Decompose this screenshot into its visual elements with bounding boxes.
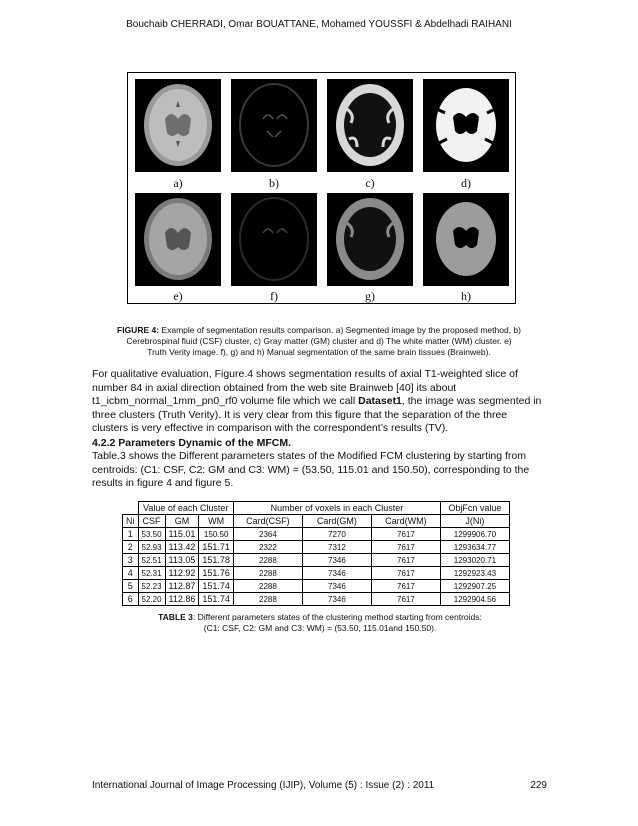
cell-card-csf: 2288 — [233, 554, 302, 567]
table-row — [123, 580, 510, 593]
col-header-card-wm: Card(WM) — [371, 515, 440, 528]
group-header-objfcn: ObjFcn value — [440, 502, 509, 515]
cell-wm: 151.78 — [199, 554, 234, 567]
cell-card-wm: 7617 — [371, 567, 440, 580]
cell-csf: 53.50 — [138, 528, 165, 541]
paragraph1-line2: number 84 in axial direction obtained from the web site Brainweb [40] its about — [92, 381, 457, 394]
cell-csf: 52.20 — [138, 593, 165, 606]
figure-caption-line2: Cerebrospinal fluid (CSF) cluster, c) Gray matter (GM) cluster and d) The white matter (WM) cluster. e) — [126, 336, 512, 346]
brain-image-h-manual-wm — [423, 193, 509, 286]
cell-wm: 151.74 — [199, 580, 234, 593]
label-a: a) — [173, 176, 183, 190]
table-column-header-row — [123, 515, 510, 528]
paragraph-table-description — [92, 450, 548, 491]
col-header-ni: Ni — [123, 515, 139, 528]
cell-jni: 1293020.71 — [440, 554, 509, 567]
table-row — [123, 593, 510, 606]
running-header: Bouchaib CHERRADI, Omar BOUATTANE, Mohamed YOUSSFI & Abdelhadi RAIHANI — [126, 19, 512, 30]
cell-ni: 5 — [123, 580, 139, 593]
paragraph2-line1: Table.3 shows the Different parameters states of the Modified FCM clustering by starting from — [92, 450, 526, 462]
label-c: c) — [365, 176, 375, 190]
cell-ni: 6 — [123, 593, 139, 606]
table-row — [123, 528, 510, 541]
label-e: e) — [173, 289, 183, 303]
cell-ni: 3 — [123, 554, 139, 567]
brain-image-e-truth-verity — [135, 193, 221, 286]
table-row — [123, 567, 510, 580]
cell-card-csf: 2288 — [233, 593, 302, 606]
cell-wm: 151.74 — [199, 593, 234, 606]
brain-image-b-csf-cluster — [231, 79, 317, 172]
table-caption-label: TABLE 3 — [158, 612, 193, 622]
col-header-gm: GM — [165, 515, 199, 528]
figure-caption-label: FIGURE 4: — [117, 325, 160, 335]
label-f: f) — [270, 289, 278, 303]
cell-jni: 1292904.56 — [440, 593, 509, 606]
cell-card-csf: 2322 — [233, 541, 302, 554]
figure-caption-line3: Truth Verity image. f), g) and h) Manual segmentation of the same brain tissues (Brainweb). — [147, 347, 491, 357]
cell-csf: 52.51 — [138, 554, 165, 567]
brain-image-d-wm-cluster — [423, 79, 509, 172]
group-header-values: Value of each Cluster — [138, 502, 233, 515]
cell-card-gm: 7346 — [302, 580, 371, 593]
cell-gm: 115.01 — [165, 528, 199, 541]
col-header-jni: J(Ni) — [440, 515, 509, 528]
paragraph2-line3: results in figure 4 and figure 5. — [92, 477, 234, 489]
dataset-name: Dataset1 — [358, 395, 402, 407]
cell-jni: 1292907.25 — [440, 580, 509, 593]
table-caption-line1: : Different parameters states of the clustering method starting from centroids: — [192, 612, 482, 622]
cell-jni: 1299906.70 — [440, 528, 509, 541]
cell-wm: 150.50 — [199, 528, 234, 541]
cell-card-wm: 7617 — [371, 580, 440, 593]
paragraph-qualitative-evaluation — [92, 368, 548, 436]
brain-image-a-segmented — [135, 79, 221, 172]
figure-caption-line1: Example of segmentation results comparison. a) Segmented image by the proposed method, b) — [161, 325, 521, 335]
cell-gm: 113.42 — [165, 541, 199, 554]
label-b: b) — [269, 176, 279, 190]
cell-csf: 52.31 — [138, 567, 165, 580]
brain-image-f-manual-csf — [231, 193, 317, 286]
label-h: h) — [461, 289, 471, 303]
table-caption — [92, 612, 548, 634]
table-row — [123, 541, 510, 554]
page-number: 229 — [530, 780, 547, 791]
page-footer — [92, 780, 547, 791]
cell-ni: 1 — [123, 528, 139, 541]
col-header-wm: WM — [199, 515, 234, 528]
label-g: g) — [365, 289, 375, 303]
cell-wm: 151.71 — [199, 541, 234, 554]
cell-csf: 52.23 — [138, 580, 165, 593]
cell-gm: 112.87 — [165, 580, 199, 593]
cell-gm: 112.86 — [165, 593, 199, 606]
paragraph1-line3-post: , the image was segmented in — [401, 395, 542, 407]
cell-card-csf: 2288 — [233, 580, 302, 593]
cell-card-gm: 7346 — [302, 554, 371, 567]
section-title: 4.2.2 Parameters Dynamic of the MFCM. — [92, 437, 291, 449]
cell-card-wm: 7617 — [371, 528, 440, 541]
table-corner-cell — [123, 502, 139, 515]
cell-card-wm: 7617 — [371, 554, 440, 567]
journal-citation: International Journal of Image Processing (IJIP), Volume (5) : Issue (2) : 2011 — [92, 780, 435, 791]
col-header-card-csf: Card(CSF) — [233, 515, 302, 528]
cell-card-wm: 7617 — [371, 541, 440, 554]
figure-caption — [80, 325, 558, 358]
cell-gm: 113.05 — [165, 554, 199, 567]
figure-4 — [127, 72, 516, 304]
paragraph1-line1: For qualitative evaluation, Figure.4 shows segmentation results of axial T1-weighted slice of — [92, 368, 518, 380]
brain-image-c-gm-cluster — [327, 79, 413, 172]
cell-card-gm: 7270 — [302, 528, 371, 541]
paragraph1-line3-pre: t1_icbm_normal_1mm_pn0_rf0 volume file which we call — [92, 395, 359, 407]
cell-wm: 151.76 — [199, 567, 234, 580]
cell-card-gm: 7346 — [302, 593, 371, 606]
paragraph1-line5: clusters is very effective in comparison with the correspondent’s results (TV). — [92, 422, 449, 434]
parameters-table — [122, 501, 510, 606]
cell-jni: 1293634.77 — [440, 541, 509, 554]
cell-ni: 4 — [123, 567, 139, 580]
table-caption-line2: (C1: CSF, C2: GM and C3: WM) = (53.50, 115.01and 150.50). — [203, 623, 437, 633]
cell-jni: 1292923.43 — [440, 567, 509, 580]
paragraph1-line4: three clusters (Truth Verity). It is very clear from this figure that the separation of the three — [92, 408, 508, 421]
cell-csf: 52.93 — [138, 541, 165, 554]
cell-card-csf: 2364 — [233, 528, 302, 541]
brain-image-g-manual-gm — [327, 193, 413, 286]
cell-card-gm: 7312 — [302, 541, 371, 554]
table-group-header-row — [123, 502, 510, 515]
cell-ni: 2 — [123, 541, 139, 554]
col-header-csf: CSF — [138, 515, 165, 528]
label-d: d) — [461, 176, 471, 190]
cell-gm: 112.92 — [165, 567, 199, 580]
col-header-card-gm: Card(GM) — [302, 515, 371, 528]
cell-card-gm: 7346 — [302, 567, 371, 580]
cell-card-wm: 7617 — [371, 593, 440, 606]
paragraph2-line2: centroids: (C1: CSF, C2: GM and C3: WM) = (53.50, 115.01 and 150.50), corresponding to the — [92, 463, 530, 476]
cell-card-csf: 2288 — [233, 567, 302, 580]
group-header-voxels: Number of voxels in each Cluster — [233, 502, 440, 515]
table-row — [123, 554, 510, 567]
